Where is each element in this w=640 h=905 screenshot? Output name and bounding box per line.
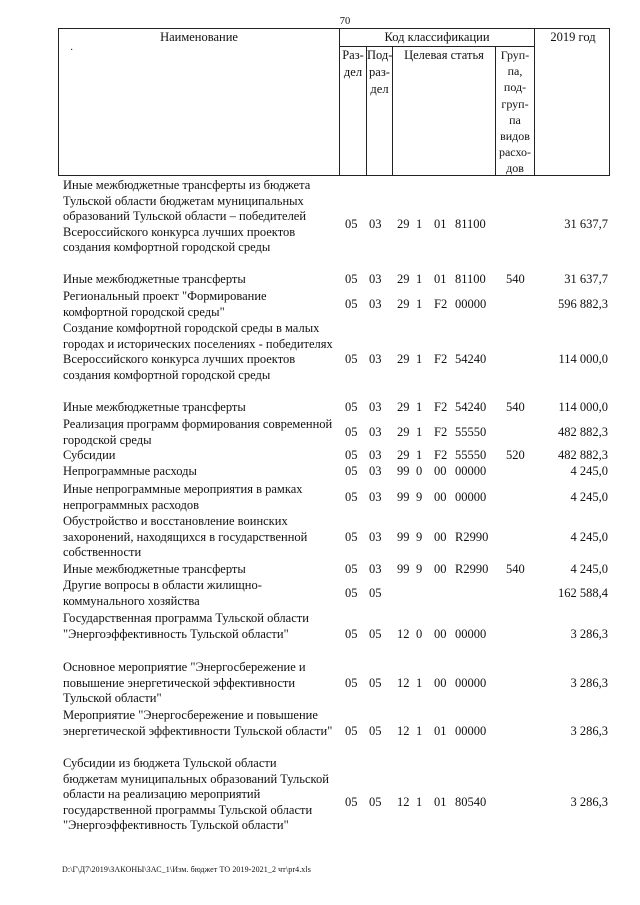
row-amount-2019: 31 637,7 <box>564 272 608 286</box>
row-amount-2019: 114 000,0 <box>558 352 608 366</box>
row-target-subprogram: 1 <box>416 676 423 690</box>
row-podrazdel: 05 <box>369 586 382 600</box>
row-target-code: R2990 <box>455 530 489 544</box>
row-target-subprogram: 1 <box>416 297 423 311</box>
row-razdel: 05 <box>345 562 358 576</box>
row-target-code: 00000 <box>455 464 487 478</box>
row-expense-group: 540 <box>506 400 525 414</box>
row-amount-2019: 482 882,3 <box>558 448 608 462</box>
row-target-subprogram: 9 <box>416 562 423 576</box>
row-target-event: 01 <box>434 272 447 286</box>
row-expense-group: 520 <box>506 448 525 462</box>
row-target-code: 80540 <box>455 795 487 809</box>
row-target-program: 29 <box>397 297 410 311</box>
row-podrazdel: 05 <box>369 795 382 809</box>
row-target-subprogram: 1 <box>416 352 423 366</box>
row-target-event: F2 <box>434 425 448 439</box>
row-target-subprogram: 1 <box>416 448 423 462</box>
row-target-event: 00 <box>434 562 447 576</box>
row-razdel: 05 <box>345 400 358 414</box>
row-podrazdel: 03 <box>369 490 382 504</box>
row-razdel: 05 <box>345 586 358 600</box>
row-razdel: 05 <box>345 676 358 690</box>
row-amount-2019: 3 286,3 <box>570 724 608 738</box>
row-podrazdel: 05 <box>369 724 382 738</box>
row-amount-2019: 4 245,0 <box>570 490 608 504</box>
row-podrazdel: 03 <box>369 297 382 311</box>
row-target-program: 29 <box>397 352 410 366</box>
row-razdel: 05 <box>345 490 358 504</box>
scan-speck: · <box>70 45 74 56</box>
row-expense-group: 540 <box>506 272 525 286</box>
row-target-event: F2 <box>434 448 448 462</box>
row-podrazdel: 03 <box>369 400 382 414</box>
row-podrazdel: 03 <box>369 562 382 576</box>
row-amount-2019: 4 245,0 <box>570 562 608 576</box>
header-group: Груп- па, под- груп- па видов расхо- дов <box>498 48 532 176</box>
row-target-subprogram: 1 <box>416 217 423 231</box>
row-name: Непрограммные расходы <box>63 464 197 478</box>
row-podrazdel: 03 <box>369 530 382 544</box>
row-podrazdel: 03 <box>369 425 382 439</box>
row-name: Государственная программа Тульской области "Энергоэффективность Тульской области" <box>63 611 309 641</box>
row-target-event: 00 <box>434 627 447 641</box>
row-target-subprogram: 1 <box>416 272 423 286</box>
header-code-group: Код классификации <box>384 30 490 44</box>
row-target-program: 12 <box>397 795 410 809</box>
row-name: Иные межбюджетные трансферты <box>63 562 246 576</box>
row-target-code: R2990 <box>455 562 489 576</box>
row-razdel: 05 <box>345 530 358 544</box>
row-amount-2019: 3 286,3 <box>570 627 608 641</box>
row-target-code: 00000 <box>455 490 487 504</box>
row-amount-2019: 3 286,3 <box>570 676 608 690</box>
header-divider <box>392 46 393 175</box>
row-name: Другие вопросы в области жилищно-коммунального хозяйства <box>63 578 262 608</box>
row-razdel: 05 <box>345 425 358 439</box>
row-razdel: 05 <box>345 217 358 231</box>
row-podrazdel: 03 <box>369 448 382 462</box>
page-number: 70 <box>339 16 351 27</box>
row-name: Реализация программ формирования современной городской среды <box>63 417 333 447</box>
row-razdel: 05 <box>345 352 358 366</box>
row-name: Иные межбюджетные трансферты <box>63 272 246 286</box>
row-amount-2019: 4 245,0 <box>570 530 608 544</box>
row-amount-2019: 596 882,3 <box>558 297 608 311</box>
row-target-code: 00000 <box>455 676 487 690</box>
row-target-program: 29 <box>397 425 410 439</box>
row-amount-2019: 162 588,4 <box>558 586 608 600</box>
row-podrazdel: 05 <box>369 676 382 690</box>
row-target-subprogram: 9 <box>416 530 423 544</box>
row-target-code: 00000 <box>455 724 487 738</box>
row-name: Обустройство и восстановление воинских захоронений, находящихся в государственной собственности <box>63 514 308 559</box>
row-name: Региональный проект "Формирование комфортной городской среды" <box>63 289 267 319</box>
row-razdel: 05 <box>345 272 358 286</box>
header-podrazdel: Под- раз- дел <box>367 48 393 96</box>
row-amount-2019: 31 637,7 <box>564 217 608 231</box>
row-razdel: 05 <box>345 795 358 809</box>
row-razdel: 05 <box>345 448 358 462</box>
row-target-program: 12 <box>397 627 410 641</box>
row-expense-group: 540 <box>506 562 525 576</box>
row-target-code: 55550 <box>455 425 487 439</box>
row-target-code: 81100 <box>455 272 486 286</box>
header-name: Наименование <box>160 30 238 44</box>
row-target-subprogram: 1 <box>416 795 423 809</box>
row-target-program: 99 <box>397 562 410 576</box>
row-target-code: 81100 <box>455 217 486 231</box>
row-target-program: 29 <box>397 400 410 414</box>
row-target-event: 01 <box>434 217 447 231</box>
row-target-event: 01 <box>434 795 447 809</box>
row-target-event: 00 <box>434 464 447 478</box>
row-amount-2019: 4 245,0 <box>570 464 608 478</box>
row-target-program: 12 <box>397 676 410 690</box>
row-target-subprogram: 0 <box>416 627 423 641</box>
row-target-program: 99 <box>397 464 410 478</box>
row-name: Мероприятие "Энергосбережение и повышение энергетической эффективности Тульской области" <box>63 708 333 738</box>
row-target-program: 29 <box>397 272 410 286</box>
row-target-event: 00 <box>434 530 447 544</box>
row-name: Основное мероприятие "Энергосбережение и повышение энергетической эффективности Тульской области" <box>63 660 306 705</box>
row-target-code: 54240 <box>455 400 487 414</box>
row-razdel: 05 <box>345 297 358 311</box>
header-year: 2019 год <box>550 30 596 44</box>
row-name: Создание комфортной городской среды в малых городах и исторических поселениях - победителях Всероссийского конкурса лучших проектов создания комфортной городской среды <box>63 321 333 382</box>
row-target-code: 55550 <box>455 448 487 462</box>
row-name: Иные межбюджетные трансферты <box>63 400 246 414</box>
row-podrazdel: 03 <box>369 217 382 231</box>
row-target-code: 00000 <box>455 627 487 641</box>
row-name: Иные межбюджетные трансферты из бюджета Тульской области бюджетам муниципальных образований Тульской области – победителей Всероссийского конкурса лучших проектов создания комфортной городской среды <box>63 178 311 254</box>
row-target-subprogram: 9 <box>416 490 423 504</box>
row-razdel: 05 <box>345 464 358 478</box>
row-target-event: 00 <box>434 490 447 504</box>
row-amount-2019: 482 882,3 <box>558 425 608 439</box>
row-amount-2019: 114 000,0 <box>558 400 608 414</box>
header-razdel: Раз- дел <box>342 48 364 79</box>
row-target-code: 54240 <box>455 352 487 366</box>
row-podrazdel: 05 <box>369 627 382 641</box>
row-name: Иные непрограммные мероприятия в рамках непрограммных расходов <box>63 482 303 512</box>
row-target-program: 29 <box>397 217 410 231</box>
row-name: Субсидии из бюджета Тульской области бюджетам муниципальных образований Тульской области на реализацию мероприятий государственной программы Тульской области "Энергоэффективность Тульской области" <box>63 756 329 832</box>
row-podrazdel: 03 <box>369 352 382 366</box>
row-target-event: F2 <box>434 352 448 366</box>
header-divider <box>534 29 535 175</box>
row-razdel: 05 <box>345 724 358 738</box>
row-podrazdel: 03 <box>369 464 382 478</box>
row-target-program: 12 <box>397 724 410 738</box>
header-target: Целевая статья <box>404 48 484 62</box>
table-header <box>58 28 610 176</box>
row-target-program: 99 <box>397 530 410 544</box>
row-podrazdel: 03 <box>369 272 382 286</box>
row-target-program: 29 <box>397 448 410 462</box>
file-path-footer: D:\Г\Д7\2019\ЗАКОНЫ\ЗАС_1\Изм. бюджет ТО 2019-2021_2 чт\pr4.xls <box>62 865 311 874</box>
row-target-subprogram: 1 <box>416 400 423 414</box>
row-target-subprogram: 0 <box>416 464 423 478</box>
row-target-subprogram: 1 <box>416 425 423 439</box>
row-target-event: 01 <box>434 724 447 738</box>
row-target-event: 00 <box>434 676 447 690</box>
row-target-program: 99 <box>397 490 410 504</box>
row-razdel: 05 <box>345 627 358 641</box>
row-name: Субсидии <box>63 448 116 462</box>
row-amount-2019: 3 286,3 <box>570 795 608 809</box>
row-target-code: 00000 <box>455 297 487 311</box>
row-target-event: F2 <box>434 297 448 311</box>
row-target-event: F2 <box>434 400 448 414</box>
row-target-subprogram: 1 <box>416 724 423 738</box>
